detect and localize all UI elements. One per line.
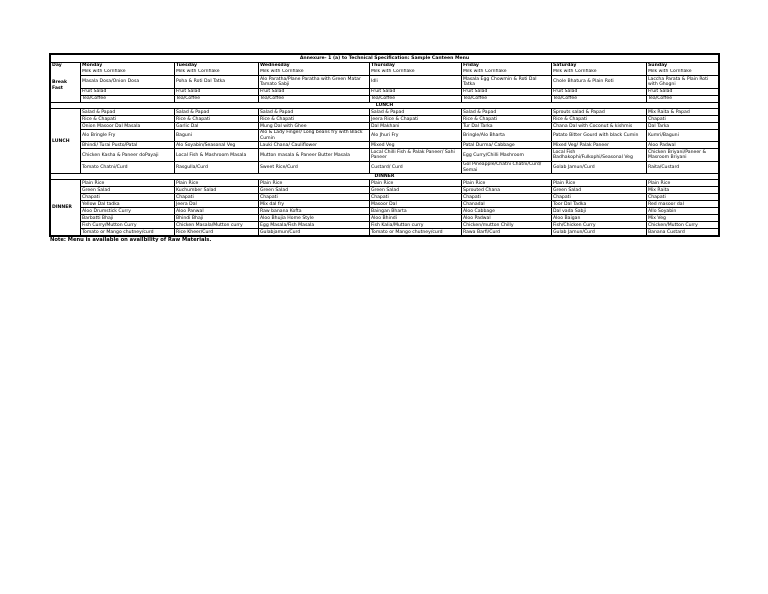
table-row xyxy=(51,96,719,103)
menu-cell: Salad & Papad xyxy=(462,109,552,116)
menu-cell: Fruit Salad xyxy=(175,89,259,96)
menu-cell: Plain Rice xyxy=(462,180,552,187)
menu-cell: Rice & Chapati xyxy=(462,116,552,123)
menu-cell: Rice & Chapati xyxy=(175,116,259,123)
menu-cell: Bringle/Alo Bharta xyxy=(462,130,552,142)
menu-cell: Tomato Chatni/Curd xyxy=(81,162,175,174)
menu-cell: Aloo Cabbage xyxy=(462,208,552,215)
menu-cell: Sweet Rice/Curd xyxy=(259,162,370,174)
lunch-meal-label: LUNCH xyxy=(51,109,81,174)
day-sunday: Sunday xyxy=(647,63,719,70)
menu-cell: Local Chilli Fish & Palak Paneer/ Sahi Paneer xyxy=(370,149,462,162)
menu-cell: Yellow Dal tadka xyxy=(81,201,175,208)
menu-cell: Masala Egg Chowmin & Roti Dal Tatka xyxy=(462,76,552,89)
menu-cell: Chapati xyxy=(552,194,647,201)
menu-cell: Tomato or Mango chutney/curd xyxy=(81,229,175,236)
menu-cell: Mung Dal with Ghee xyxy=(259,123,370,130)
menu-cell: Tea/Coffee xyxy=(81,96,175,103)
menu-cell: Chapati xyxy=(462,194,552,201)
menu-cell: Chicken Kasha & Paneer doPayaji xyxy=(81,149,175,162)
table-row xyxy=(51,222,719,229)
menu-cell: Aloo Bhindi xyxy=(370,215,462,222)
menu-cell: Rice Kheer/Curd xyxy=(175,229,259,236)
menu-cell: Mutton masala & Paneer Butter Masala xyxy=(259,149,370,162)
menu-cell: Garlic Dal xyxy=(175,123,259,130)
menu-cell: Rice & Chapati xyxy=(81,116,175,123)
menu-cell: Poha & Roti Dal Tatka xyxy=(175,76,259,89)
menu-cell: Plain Rice xyxy=(259,180,370,187)
table-row xyxy=(51,229,719,236)
menu-cell: Salad & Papad xyxy=(81,109,175,116)
table-row xyxy=(51,142,719,149)
menu-cell: Green Salad xyxy=(259,187,370,194)
menu-cell: Alo Bringle Fry xyxy=(81,130,175,142)
menu-cell: Salad & Papad xyxy=(370,109,462,116)
menu-cell: Allo Soyabin xyxy=(647,208,719,215)
menu-cell: Red masoor dal xyxy=(647,201,719,208)
menu-cell: Raw banana Kofta xyxy=(259,208,370,215)
day-thursday: Thursday xyxy=(370,63,462,70)
menu-cell: Fruit Salad xyxy=(552,89,647,96)
menu-cell: Jeera Rice & Chapati xyxy=(370,116,462,123)
menu-cell: Plain Rice xyxy=(175,180,259,187)
menu-cell: Gulabjamun/Curd xyxy=(259,229,370,236)
menu-cell: Sprouted Chana xyxy=(462,187,552,194)
table-row xyxy=(51,89,719,96)
dinner-section-title: DINNER xyxy=(51,174,719,180)
menu-cell: Local Fish & Mashroom Masala xyxy=(175,149,259,162)
menu-cell: Dal Makhani xyxy=(370,123,462,130)
menu-cell: Fruit Salad xyxy=(81,89,175,96)
menu-cell: Sprouts salad & Papad xyxy=(552,109,647,116)
menu-cell: Patal Durma/ Cabbage xyxy=(462,142,552,149)
menu-cell: Chicken/Mutton Curry xyxy=(647,222,719,229)
menu-sheet xyxy=(50,54,718,243)
table-row xyxy=(51,130,719,142)
menu-cell: Green Salad xyxy=(552,187,647,194)
table-row xyxy=(51,109,719,116)
menu-cell: Alo Paratha/Plane Paratha with Green Matar Tamato Sabji xyxy=(259,76,370,89)
table-row xyxy=(51,208,719,215)
menu-cell: Aloo Padwal xyxy=(647,142,719,149)
menu-cell: Local Fish Badhakophi/Fulkophi/Seasonal Veg xyxy=(552,149,647,162)
menu-cell: Tea/Coffee xyxy=(552,96,647,103)
menu-cell: Idli xyxy=(370,76,462,89)
menu-cell: Aloo Baigan xyxy=(552,215,647,222)
table-row xyxy=(51,180,719,187)
day-tuesday: Tuesday xyxy=(175,63,259,70)
menu-cell: Raita/Custard xyxy=(647,162,719,174)
menu-cell: Alo Soyabin/Seasonal Veg xyxy=(175,142,259,149)
menu-cell: Mix Raita & Papad xyxy=(647,109,719,116)
menu-cell: Salad & Papad xyxy=(259,109,370,116)
breakfast-meal-label: Break Fast xyxy=(51,69,81,103)
menu-cell: Fish Curry/Mutton Curry xyxy=(81,222,175,229)
menu-cell: Green Salad xyxy=(81,187,175,194)
menu-cell: Kumri/Baguni xyxy=(647,130,719,142)
menu-cell: Lauki Chana/ Cauliflower xyxy=(259,142,370,149)
menu-cell: Laccha Parata & Plain Roti with Ghogni xyxy=(647,76,719,89)
table-row xyxy=(51,215,719,222)
table-row xyxy=(51,149,719,162)
day-wednesday: Wednesday xyxy=(259,63,370,70)
menu-cell: Tur Dal Tarka xyxy=(462,123,552,130)
menu-cell: Barbatti Bhaji xyxy=(81,215,175,222)
menu-cell: Dal Tarka xyxy=(647,123,719,130)
menu-cell: Rasgulla/Curd xyxy=(175,162,259,174)
menu-cell: Fruit Salad xyxy=(370,89,462,96)
table-row xyxy=(51,116,719,123)
day-monday: Monday xyxy=(81,63,175,70)
menu-cell: Chapati xyxy=(647,194,719,201)
title-row xyxy=(51,55,719,63)
lunch-section-title: LUNCH xyxy=(51,103,719,109)
menu-cell: Kuchumber Salad xyxy=(175,187,259,194)
menu-cell: Green Salad xyxy=(370,187,462,194)
table-row xyxy=(51,76,719,89)
menu-cell: Mix Raita xyxy=(647,187,719,194)
menu-cell: Plain Rice xyxy=(647,180,719,187)
menu-cell: Egg Masala/Fish Masala xyxy=(259,222,370,229)
menu-cell: Masala Dosa/Onion Dosa xyxy=(81,76,175,89)
menu-cell: Fruit Salad xyxy=(259,89,370,96)
menu-cell: Salad & Papad xyxy=(175,109,259,116)
menu-cell: Chapati xyxy=(175,194,259,201)
menu-cell: Rice & Chapati xyxy=(552,116,647,123)
menu-cell: Milk with Cornflake xyxy=(552,69,647,76)
menu-cell: Chapati xyxy=(259,194,370,201)
menu-table xyxy=(50,54,719,236)
day-friday: Friday xyxy=(462,63,552,70)
menu-cell: Milk with Cornflake xyxy=(81,69,175,76)
menu-cell: Tea/Coffee xyxy=(259,96,370,103)
menu-cell: Milk with Cornflake xyxy=(259,69,370,76)
menu-cell: Plain Rice xyxy=(370,180,462,187)
menu-cell: Toor Dal Tadka xyxy=(552,201,647,208)
menu-cell: Plain Rice xyxy=(552,180,647,187)
table-row xyxy=(51,187,719,194)
menu-cell: Tea/Coffee xyxy=(175,96,259,103)
menu-cell: Rice & Chapati xyxy=(259,116,370,123)
menu-cell: Chicken Masala/Mutton curry xyxy=(175,222,259,229)
menu-cell: Mix dal fry xyxy=(259,201,370,208)
menu-cell: Chana Dal with Coconut & kishmis xyxy=(552,123,647,130)
menu-cell: Mixed Veg/ Palak Paneer xyxy=(552,142,647,149)
menu-cell: Chole Bhatura & Plain Roti xyxy=(552,76,647,89)
menu-cell: Milk with Cornflake xyxy=(462,69,552,76)
menu-cell: Milk with Cornflake xyxy=(175,69,259,76)
dinner-meal-label: DINNER xyxy=(51,180,81,236)
menu-cell: Chicken Briyani/Paneer & Masroom Briyani xyxy=(647,149,719,162)
menu-cell: Masoor Dal xyxy=(370,201,462,208)
menu-cell: Mixed Veg xyxy=(370,142,462,149)
menu-cell: Chicken/mutton Chilly xyxy=(462,222,552,229)
table-row xyxy=(51,162,719,174)
menu-cell: Aloo Drumstick Curry xyxy=(81,208,175,215)
menu-cell: Fish/Chicken Curry xyxy=(552,222,647,229)
menu-cell: Jeera Dal xyxy=(175,201,259,208)
menu-cell: Chapati xyxy=(81,194,175,201)
menu-cell: Aloo Panwal xyxy=(175,208,259,215)
menu-cell: Rawa Barfi/Curd xyxy=(462,229,552,236)
menu-cell: Tomato or Mango chutney/curd xyxy=(370,229,462,236)
menu-cell: Chanadal xyxy=(462,201,552,208)
menu-cell: Tea/Coffee xyxy=(647,96,719,103)
menu-cell: Alo Jhuri Fry xyxy=(370,130,462,142)
menu-cell: Mix Veg xyxy=(647,215,719,222)
menu-cell: Milk with Cornflake xyxy=(370,69,462,76)
day-header: Day xyxy=(51,63,81,70)
menu-cell: Golab Jamun/Curd xyxy=(552,162,647,174)
menu-cell: Chapati xyxy=(370,194,462,201)
menu-cell: Fruit Salad xyxy=(647,89,719,96)
availability-note: Note: Menu is available on availbility of Raw Materials. xyxy=(50,237,212,244)
menu-cell: Patato Bitter Gourd with black Cumin xyxy=(552,130,647,142)
menu-cell: Gol Pineapple/Chatni Chatni/Curd/ Semai xyxy=(462,162,552,174)
menu-cell: Banana Custard xyxy=(647,229,719,236)
menu-cell: Chapati xyxy=(647,116,719,123)
table-row xyxy=(51,194,719,201)
menu-cell: Dal vada Sabji xyxy=(552,208,647,215)
page-title: Annexure- 1 (a) to Technical Specification: Sample Canteen Menu xyxy=(51,55,719,63)
menu-cell: Fruit Salad xyxy=(462,89,552,96)
menu-cell: Tea/Coffee xyxy=(370,96,462,103)
menu-cell: Egg Curry/Chilli Mashroom xyxy=(462,149,552,162)
menu-cell: Aloo Bhujia Home Style xyxy=(259,215,370,222)
menu-cell: Aloo Padwal xyxy=(462,215,552,222)
menu-cell: Milk with Cornflake xyxy=(647,69,719,76)
menu-cell: Onion Masoor Dal Masala xyxy=(81,123,175,130)
menu-cell: Baguni xyxy=(175,130,259,142)
menu-cell: Alo & Lady Finger/ Long beans fry with Black Cumin xyxy=(259,130,370,142)
menu-cell: Gulab Jamun/Curd xyxy=(552,229,647,236)
table-row xyxy=(51,123,719,130)
menu-cell: Bhindi Bhaji xyxy=(175,215,259,222)
menu-cell: Bhindi/ Turai Pusto/Patal xyxy=(81,142,175,149)
menu-cell: Baingan Bharta xyxy=(370,208,462,215)
menu-cell: Custard/ Curd xyxy=(370,162,462,174)
table-row xyxy=(51,201,719,208)
menu-cell: Plain Rice xyxy=(81,180,175,187)
menu-cell: Tea/Coffee xyxy=(462,96,552,103)
menu-cell: Fish Kalia/Mutton curry xyxy=(370,222,462,229)
day-saturday: Saturday xyxy=(552,63,647,70)
